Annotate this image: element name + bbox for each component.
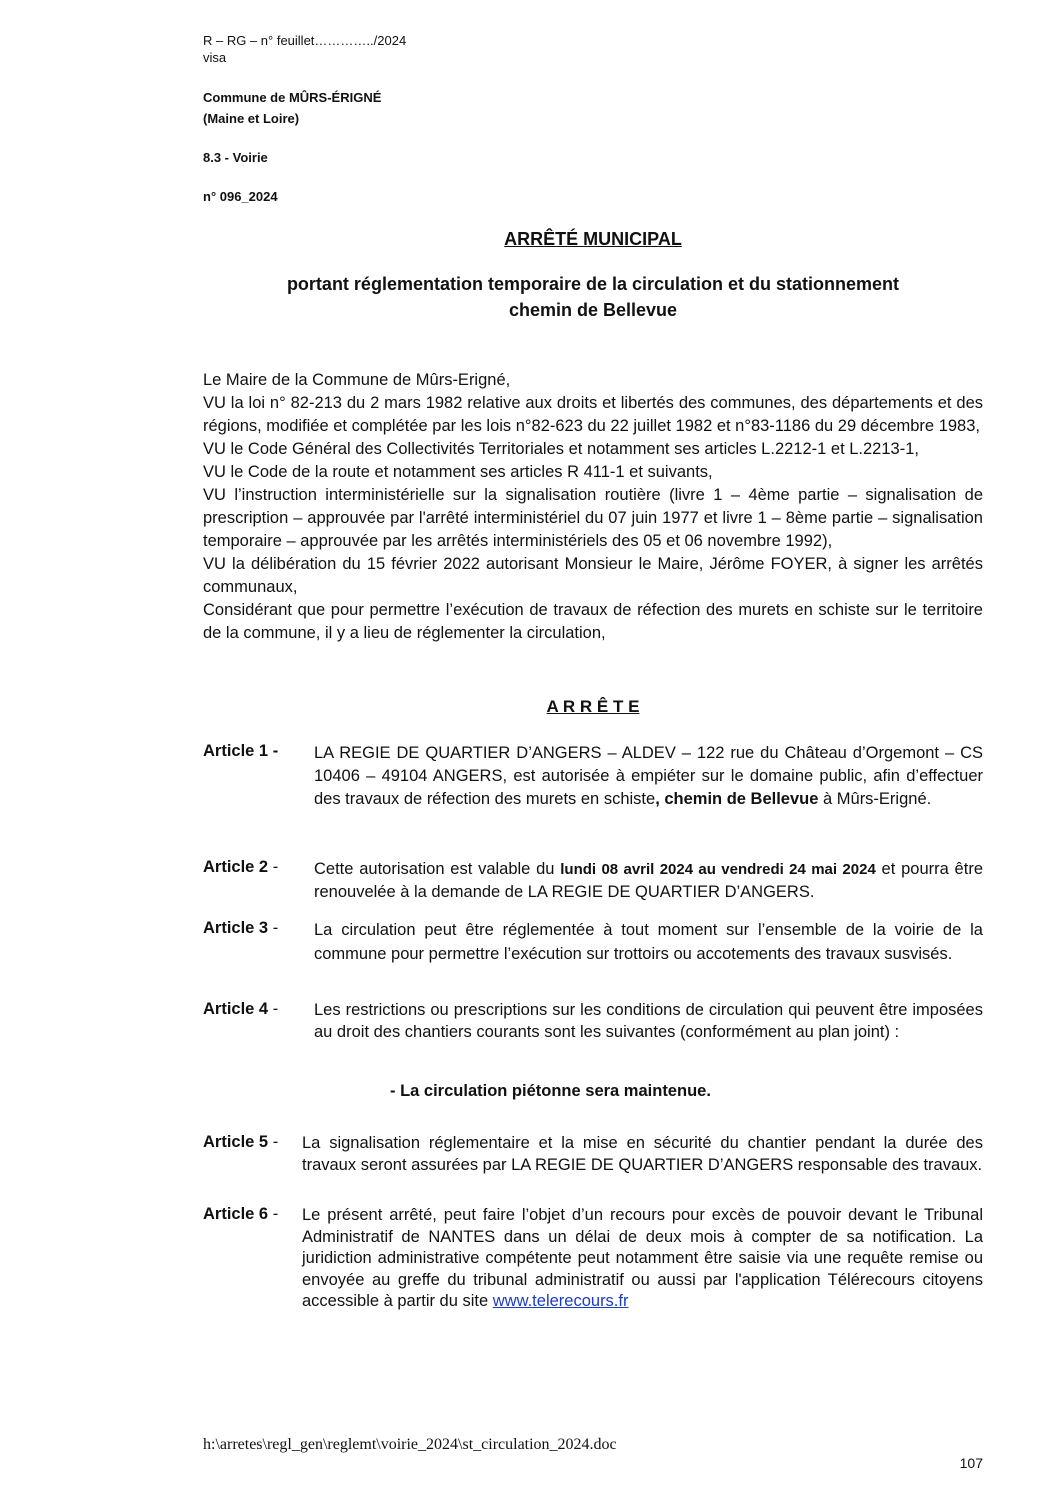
- page-number: 107: [959, 1455, 983, 1471]
- preamble: [203, 369, 983, 645]
- article-2-dates: lundi 08 avril 2024 au vendredi 24 mai 2024: [560, 861, 876, 878]
- preamble-loi-1982: VU la loi n° 82-213 du 2 mars 1982 relative aux droits et libertés des communes, des départements et des régions, modifiée et complétée par les lois n°82-623 du 22 juillet 1982 et n°83-1186 du 29 décembre 1983,: [203, 394, 983, 435]
- preamble-intro: Le Maire de la Commune de Mûrs-Erigné,: [203, 371, 511, 389]
- commune-name: Commune de MÛRS-ÉRIGNÉ: [203, 90, 382, 105]
- article-6-label: Article 6 -: [203, 1205, 279, 1223]
- arrete-heading: A R R Ê T E: [546, 697, 640, 716]
- preamble-instruction: VU l’instruction interministérielle sur la signalisation routière (livre 1 – 4ème partie – signalisation de prescription – approuvée par l'arrêté interministériel du 07 juin 1977 et livre 1 – 8ème partie – signalisation temporaire – approuvée par les arrêtés interministériels des 05 et 06 novembre 1992),: [203, 486, 983, 550]
- file-path: h:\arretes\regl_gen\reglemt\voirie_2024\st_circulation_2024.doc: [203, 1436, 617, 1453]
- page-title: ARRÊTÉ MUNICIPAL: [504, 229, 682, 249]
- preamble-code-route: VU le Code de la route et notamment ses articles R 411-1 et suivants,: [203, 463, 713, 481]
- subtitle-line-2: chemin de Bellevue: [508, 300, 678, 320]
- visa-label: visa: [203, 50, 227, 65]
- preamble-cgct: VU le Code Général des Collectivités Territoriales et notamment ses articles L.2212-1 et L.2213-1,: [203, 440, 919, 458]
- telerecours-link[interactable]: www.telerecours.fr: [492, 1292, 629, 1310]
- article-1-label: Article 1 -: [203, 742, 279, 760]
- preamble-considerant: Considérant que pour permettre l’exécution de travaux de réfection des murets en schiste sur le territoire de la commune, il y a lieu de réglementer la circulation,: [203, 601, 983, 642]
- article-2-label: Article 2 -: [203, 858, 279, 876]
- article-5-label: Article 5 -: [203, 1133, 279, 1151]
- preamble-deliberation: VU la délibération du 15 février 2022 autorisant Monsieur le Maire, Jérôme FOYER, à signer les arrêtés communaux,: [203, 555, 983, 596]
- category-label: 8.3 - Voirie: [203, 150, 268, 165]
- department-name: (Maine et Loire): [203, 111, 300, 126]
- article-4-text: Les restrictions ou prescriptions sur les conditions de circulation qui peuvent être imposées au droit des chantiers courants sont les suivantes (conformément au plan joint) :: [314, 1001, 983, 1041]
- article-4-label: Article 4 -: [203, 1000, 279, 1018]
- decree-number: n° 096_2024: [203, 189, 278, 204]
- article-6-text: Le présent arrêté, peut faire l’objet d’un recours pour excès de pouvoir devant le Tribunal Administratif de NANTES dans un délai de deux mois à compter de sa notification. La juridiction administrative compétente peut notamment être saisie via une requête remise ou envoyée au greffe du tribunal administratif ou aussi par l'application Télérecours citoyens accessible à partir du site www.telerecours.fr: [302, 1206, 983, 1310]
- article-3-text: La circulation peut être réglementée à tout moment sur l’ensemble de la voirie de la commune pour permettre l’exécution sur trottoirs ou accotements des travaux susvisés.: [314, 921, 983, 963]
- article-2-text: Cette autorisation est valable du lundi 08 avril 2024 au vendredi 24 mai 2024 et pourra être renouvelée à la demande de LA REGIE DE QUARTIER D’ANGERS.: [314, 860, 983, 901]
- subtitle-line-1: portant réglementation temporaire de la circulation et du stationnement: [286, 274, 900, 294]
- article-1-location: , chemin de Bellevue: [655, 790, 819, 808]
- reference-line: R – RG – n° feuillet…………../2024: [203, 33, 407, 48]
- article-5-text: La signalisation réglementaire et la mise en sécurité du chantier pendant la durée des travaux seront assurées par LA REGIE DE QUARTIER D’ANGERS responsable des travaux.: [302, 1134, 983, 1174]
- article-3-label: Article 3 -: [203, 919, 279, 937]
- article-4-bullet: - La circulation piétonne sera maintenue.: [390, 1082, 711, 1100]
- article-1-text: LA REGIE DE QUARTIER D’ANGERS – ALDEV – 122 rue du Château d’Orgemont – CS 10406 – 49104 ANGERS, est autorisée à empiéter sur le domaine public, afin d’effectuer des travaux de réfection des murets en schiste, chemin de Bellevue à Mûrs-Erigné.: [314, 744, 983, 808]
